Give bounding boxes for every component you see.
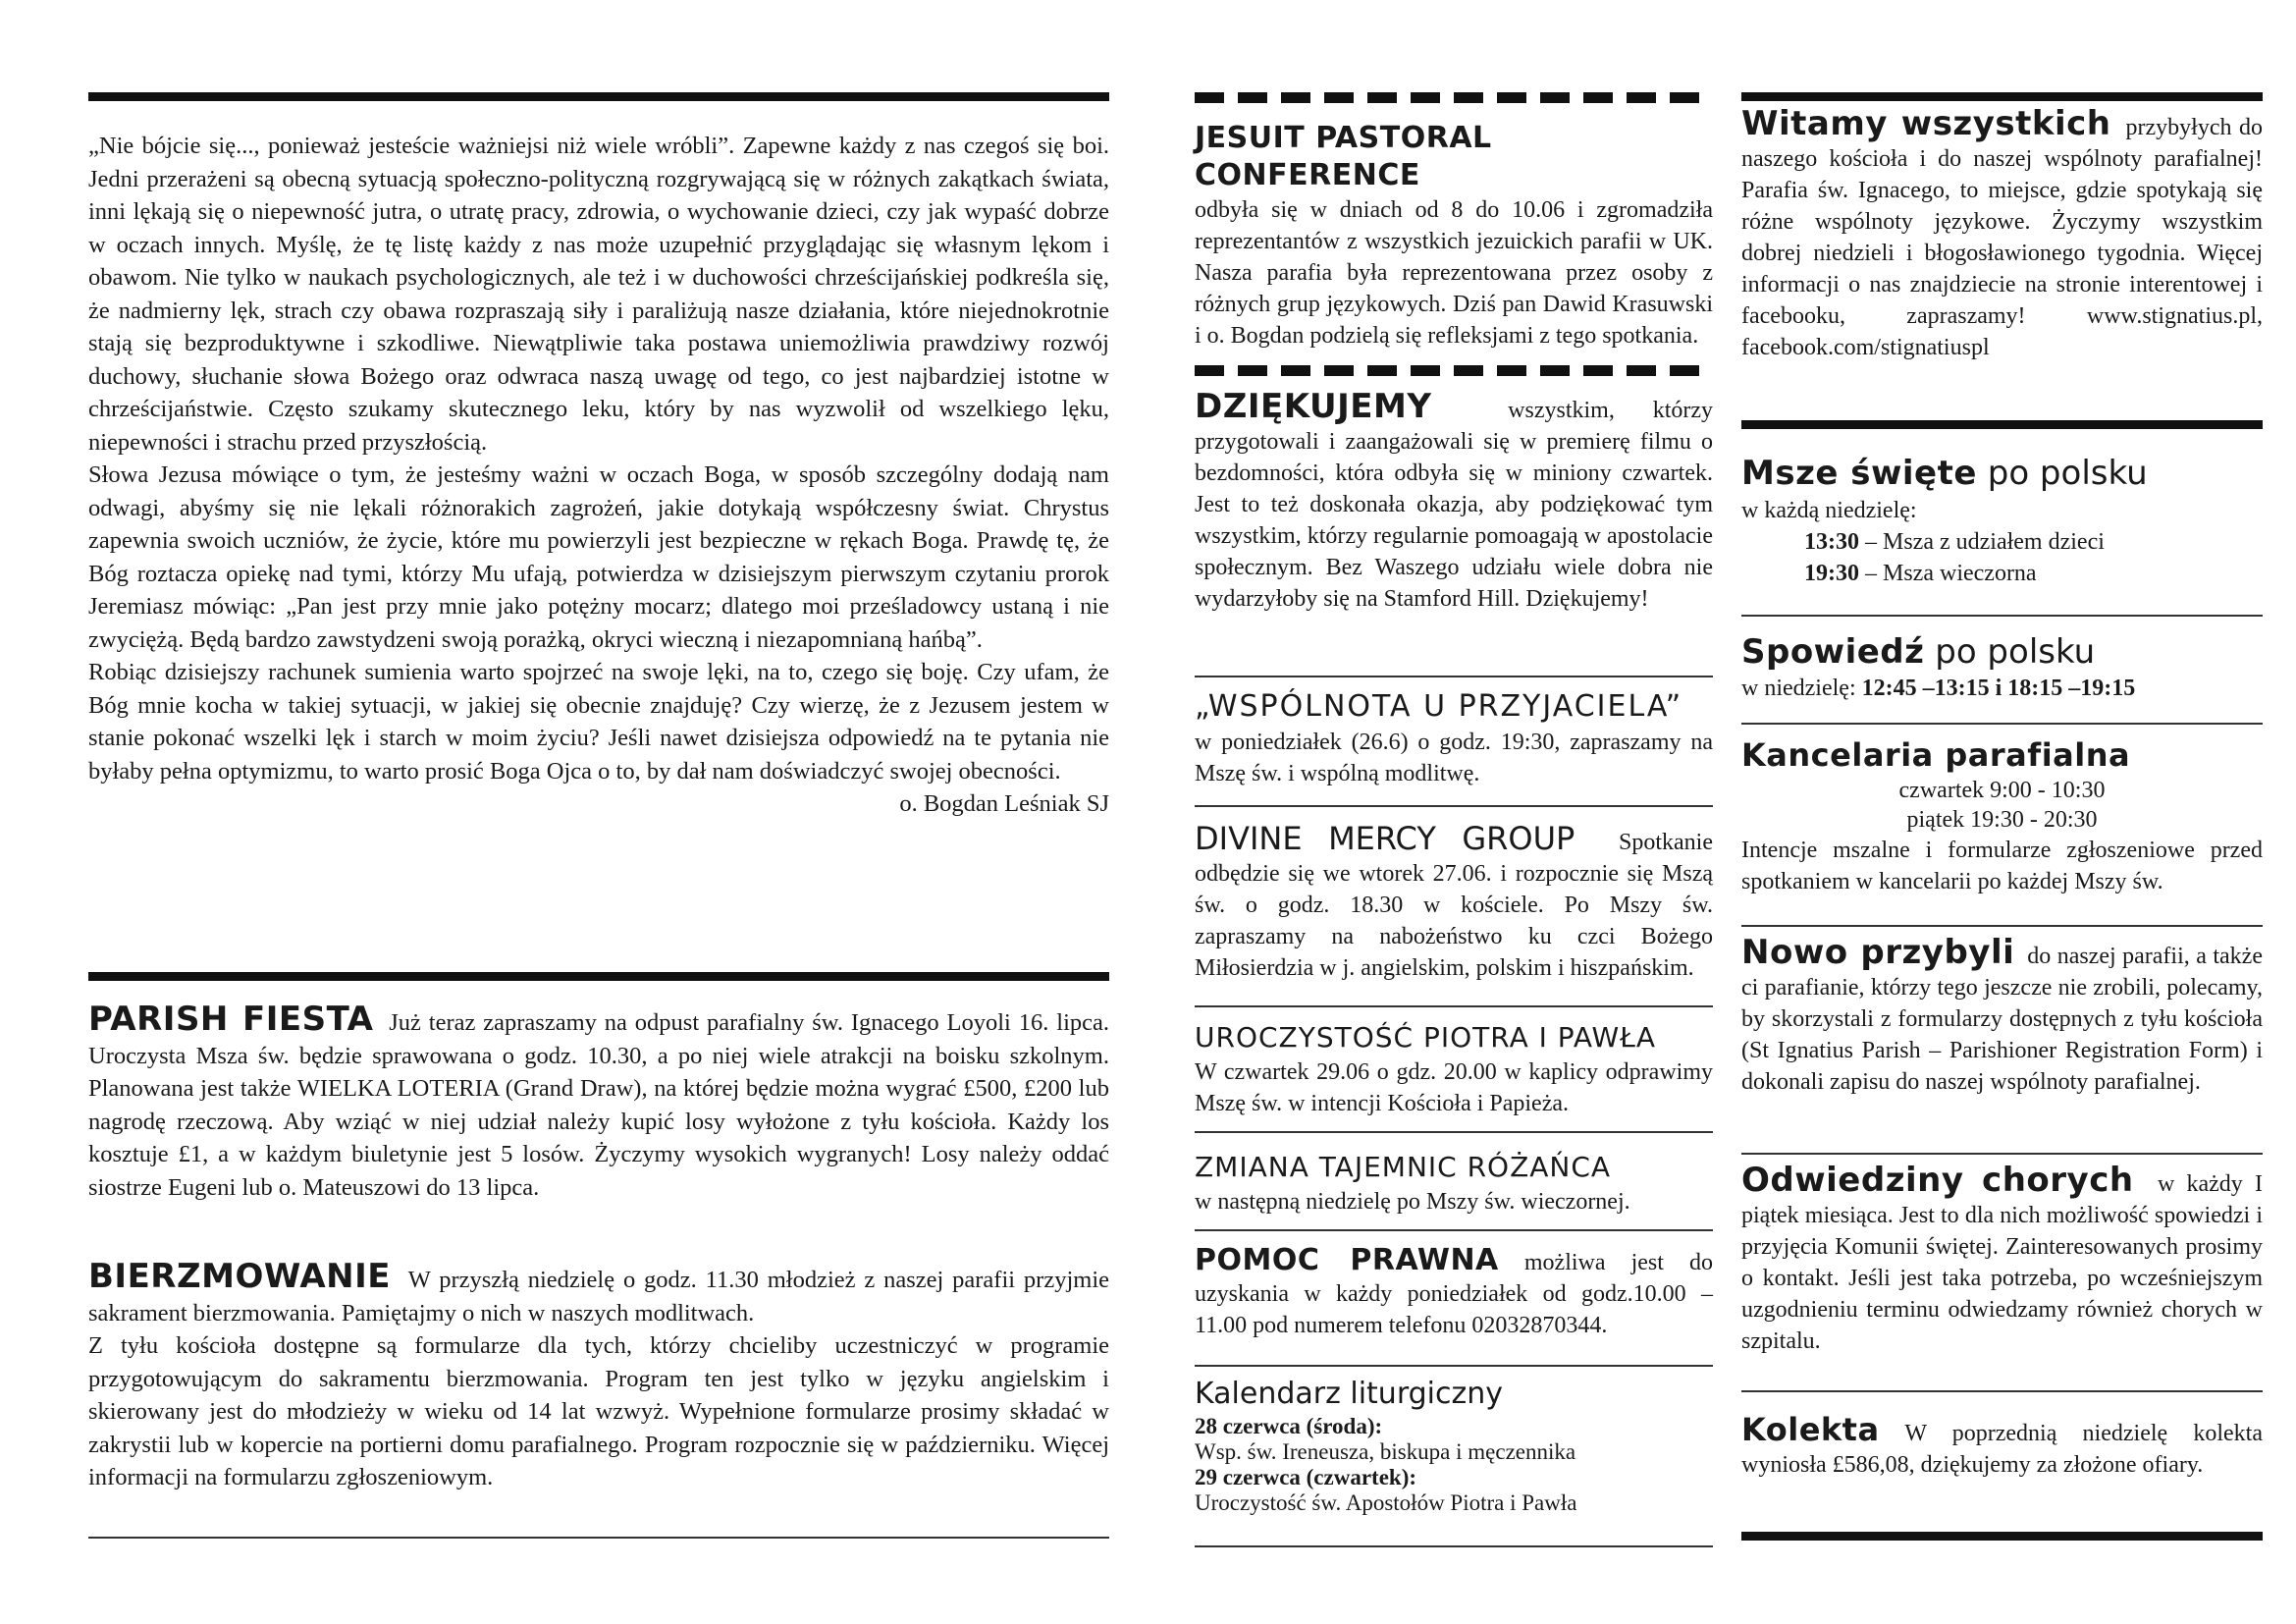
bierzmowanie-body-1: W przyszłą niedzielę o godz. 11.30 młodzież z naszej parafii przyjmie sakrament bierzmowania. Pamiętajmy o nich w naszych modlitwach.: [88, 1267, 1110, 1326]
column-middle: [1195, 0, 1713, 1624]
bierzmowanie-title: BIERZMOWANIE: [88, 1257, 391, 1296]
rule-3e: [1741, 1153, 2263, 1155]
rule-3-bottom: [1741, 1532, 2263, 1541]
column-right: [1741, 0, 2263, 1624]
witamy-body: przybyłych do naszego kościoła i do naszej wspólnoty parafialnej! Parafia św. Ignacego, to miejsce, gdzie spotykają się różne wspólnoty językowe. Życzymy wszystkim dobrej niedzieli i błogosławionego tygodnia. Więcej informacji o nas znajdziecie na stronie interentowej i facebooku, zapraszamy! www.stignatius.pl, facebook.com/stignatiuspl: [1741, 115, 2264, 360]
rule-top: [88, 92, 1109, 101]
wspolnota-section: [1195, 687, 1713, 789]
rule-2e: [1195, 1229, 1713, 1231]
witamy-title: Witamy wszystkich: [1741, 104, 2111, 143]
msze-intro: w każdą niedzielę:: [1741, 498, 1917, 523]
rule-3f: [1741, 1390, 2263, 1392]
rule-2b: [1195, 805, 1713, 807]
parish-fiesta-section: [88, 1000, 1110, 1204]
divine-mercy-title: DIVINE MERCY GROUP: [1195, 820, 1575, 857]
rule-3a: [1741, 420, 2263, 429]
parish-fiesta-body: Już teraz zapraszamy na odpust parafialny św. Ignacego Loyoli 16. lipca. Uroczysta Msza św. będzie sprawowana o godz. 10.30, a po niej wiele atrakcji na boisku szkolnym. Planowana jest także WIELKA LOTERIA (Grand Draw), na której będzie można wygrać £500, £200 lub nagrodę rzeczową. Aby wziąć w niej udział należy kupić losy wyłożone z tyłu kościoła. Każdy los kosztuje £1, a w każdym biuletynie jest 5 losów. Życzymy wysokich wygranych! Losy należy oddać siostrze Eugeni lub o. Mateuszowi do 13 lipca.: [88, 1009, 1110, 1201]
msze-title-rest: po polsku: [1976, 454, 2148, 493]
pomoc-prawna-section: [1195, 1245, 1713, 1341]
pomoc-prawna-title: POMOC PRAWNA: [1195, 1243, 1499, 1277]
kolekta-body: W poprzednią niedzielę kolekta wyniosła £586,08, dziękujemy za złożone ofiary.: [1741, 1421, 2263, 1478]
piotra-pawla-title: UROCZYSTOŚĆ PIOTRA I PAWŁA: [1195, 1021, 1657, 1054]
kancelaria-section: [1741, 734, 2263, 897]
divine-mercy-body: Spotkanie odbędzie się we wtorek 27.06. i rozpocznie się Mszą św. o godz. 18.30 w kościele. Po Mszy św. zapraszamy na nabożeństwo ku czci Bożego Miłosierdzia w j. angielskim, polskim i hiszpańskim.: [1195, 830, 1714, 981]
kancelaria-hours-2: piątek 19:30 - 20:30: [1906, 807, 2098, 833]
dashed-rule-mid: [1195, 365, 1713, 376]
spowiedz-section: [1741, 630, 2263, 703]
parish-fiesta-title: PARISH FIESTA: [88, 1000, 374, 1039]
kalendarz-title: Kalendarz liturgiczny: [1195, 1377, 1504, 1411]
kalendarz-desc-1: Wsp. św. Ireneusza, biskupa i męczennika: [1195, 1439, 1576, 1464]
article-paragraph-3: Robiąc dzisiejszy rachunek sumienia warto spojrzeć na swoje lęki, na to, czego się boję. Czy ufam, że Bóg mnie kocha w takiej sytuacji, w jakiej się obecnie znajduję? Czy wierzę, że z Jezusem jestem w stanie pokonać wszelki lęk i starch w moim życiu? Jeśli nawet dzisiejsza odpowiedź na te pytania nie byłaby pełna optymizmu, to warto prosić Boga Ojca o to, by dał nam doświadczyć swojej obecności.: [88, 659, 1109, 785]
rozanca-title: ZMIANA TAJEMNIC RÓŻAŃCA: [1195, 1151, 1612, 1183]
article-paragraph-1: „Nie bójcie się..., ponieważ jesteście ważniejsi niż wiele wróbli”. Zapewne każdy z nas czegoś się boi. Jedni przerażeni są obecną sytuacją społeczno-polityczną rozgrywającą się w różnych zakątkach świata, inni lękają się o niepewność jutra, o utratę pracy, zdrowia, o wychowanie dzieci, czy jak wypaść dobrze w oczach innych. Myślę, że tę listę każdy z nas może uzupełnić przyglądając się własnym lękom i obawom. Nie tylko w naukach psychologicznych, ale też i w duchowości chrześcijańskiej podkreśla się, że nadmierny lęk, strach czy obawa rozpraszają siły i paraliżują nasze działania, które niejednokrotnie stają się bezproduktywne i szkodliwe. Niewątpliwie taka postawa uniemożliwia prawdziwy rozwój duchowy, słuchanie słowa Bożego oraz odwraca naszą uwagę od tego, co jest najbardziej istotne w chrześcijaństwie. Często szukamy skutecznego leku, który by nas wyzwolił od wszelkiego lęku, niepewności i strachu przed przyszłością.: [88, 133, 1109, 456]
jesuit-conference-body: odbyła się w dniach od 8 do 10.06 i zgromadziła reprezentantów z wszystkich jezuickich parafii w UK. Nasza parafia była reprezentowana przez osoby z różnych grup językowych. Dziś pan Dawid Krasuwski i o. Bogdan podzielą się refleksjami z tego spotkania.: [1195, 197, 1713, 349]
kolekta-title: Kolekta: [1741, 1411, 1880, 1448]
kalendarz-section: [1195, 1375, 1713, 1516]
article-paragraph-2: Słowa Jezusa mówiące o tym, że jesteśmy ważni w oczach Boga, w sposób szczególny dodają nam odwagi, abyśmy się nie lękali różnorakich zagrożeń, jakie dotykają współczesny świat. Chrystus zapewnia swoich uczniów, że życie, które mu powierzyli jest bezpieczne w rękach Boga. Prawdę tę, że Bóg roztacza opiekę nad tymi, którzy Mu ufają, potwierdza w dzisiejszym pierwszym czytaniu prorok Jeremiasz mówiąc: „Pan jest przy mnie jako potężny mocarz; dlatego moi prześladowcy ustaną i nie zwyciężą. Będą bardzo zawstydzeni swoją porażką, okryci wieczną i niezapomnianą hańbą”.: [88, 461, 1109, 653]
column-left: [88, 0, 1109, 1624]
nowo-title: Nowo przybyli: [1741, 933, 2015, 972]
witamy-section: [1741, 104, 2264, 363]
kancelaria-title: Kancelaria parafialna: [1741, 736, 2131, 774]
rule-3d: [1741, 925, 2263, 927]
odwiedziny-title: Odwiedziny chorych: [1741, 1161, 2134, 1200]
msze-section: [1741, 452, 2263, 589]
jesuit-conference-title: JESUIT PASTORAL CONFERENCE: [1195, 121, 1492, 192]
main-article: [88, 130, 1109, 821]
dziekujemy-body: wszystkim, którzy przygotowali i zaangażowali się w premierę filmu o bezdomności, która odbyła się w miniony czwartek. Jest to też doskonała okazja, aby podziękować tym wszystkim, którzy regularnie pomoagają w apostolacie społecznym. Bez Waszego udziału wiele dobra nie wydarzyłoby się na Stamford Hill. Dziękujemy!: [1195, 398, 1714, 612]
pomoc-prawna-body: możliwa jest do uzyskania w każdy poniedziałek od godz.10.00 – 11.00 pod numerem telefonu 02032870344.: [1195, 1250, 1714, 1338]
msze-item-2: 19:30 – Msza wieczorna: [1804, 561, 2037, 586]
rule-2f: [1195, 1365, 1713, 1367]
bierzmowanie-section: [88, 1257, 1110, 1494]
msze-title-bold: Msze święte: [1741, 454, 1977, 493]
rule-3b: [1741, 615, 2263, 617]
kalendarz-desc-2: Uroczystość św. Apostołów Piotra i Pawła: [1195, 1490, 1577, 1515]
rozanca-section: [1195, 1149, 1713, 1218]
msze-item-1: 13:30 – Msza z udziałem dzieci: [1804, 529, 2105, 555]
kalendarz-date-2: 29 czerwca (czwartek):: [1195, 1465, 1417, 1489]
rule-mid: [88, 972, 1109, 981]
rule-2-bottom: [1195, 1545, 1713, 1547]
dziekujemy-title: DZIĘKUJEMY: [1195, 387, 1432, 426]
rule-2c: [1195, 1005, 1713, 1007]
dziekujemy-section: [1195, 387, 1714, 615]
rule-2a: [1195, 676, 1713, 677]
kancelaria-hours-1: czwartek 9:00 - 10:30: [1898, 778, 2106, 803]
nowo-body: do naszej parafii, a także ci parafianie, którzy tego jeszcze nie zrobili, polecamy, by skorzystali z formularzy dostępnych z tyłu kościoła (St Ignatius Parish – Parishioner Registration Form) i dokonali zapisu do naszej wspólnoty parafialnej.: [1741, 944, 2263, 1095]
odwiedziny-section: [1741, 1161, 2263, 1357]
kolekta-section: [1741, 1411, 2263, 1481]
rule-3c: [1741, 723, 2263, 725]
wspolnota-title: „WSPÓLNOTA U PRZYJACIELA”: [1195, 689, 1683, 724]
piotra-pawla-body: W czwartek 29.06 o gdz. 20.00 w kaplicy odprawimy Mszę św. w intencji Kościoła i Papieża.: [1195, 1059, 1713, 1116]
wspolnota-body: w poniedziałek (26.6) o godz. 19:30, zapraszamy na Mszę św. i wspólną modlitwę.: [1195, 730, 1713, 786]
spowiedz-title-rest: po polsku: [1924, 632, 2096, 672]
spowiedz-times: 12:45 –13:15 i 18:15 –19:15: [1861, 676, 2136, 701]
piotra-pawla-section: [1195, 1019, 1713, 1119]
divine-mercy-section: [1195, 820, 1714, 984]
kalendarz-date-1: 28 czerwca (środa):: [1195, 1414, 1383, 1438]
rule-2d: [1195, 1131, 1713, 1133]
rule-bottom: [88, 1537, 1109, 1539]
spowiedz-intro: w niedzielę:: [1741, 676, 1862, 701]
kancelaria-body: Intencje mszalne i formularze zgłoszeniowe przed spotkaniem w kancelarii po każdej Mszy św.: [1741, 838, 2263, 894]
odwiedziny-body: w każdy I piątek miesiąca. Jest to dla nich możliwość spowiedzi i przyjęcia Komunii świętej. Zainteresowanych prosimy o kontakt. Jeśli jest taka potrzeba, po wcześniejszym uzgodnieniu terminu odwiedzamy również chorych w szpitalu.: [1741, 1171, 2263, 1354]
jesuit-conference-section: [1195, 120, 1713, 352]
nowo-section: [1741, 933, 2263, 1098]
article-author: o. Bogdan Leśniak SJ: [899, 790, 1109, 817]
spowiedz-title-bold: Spowiedź: [1741, 632, 1925, 672]
rozanca-body: w następną niedzielę po Mszy św. wieczornej.: [1195, 1189, 1630, 1215]
dashed-rule-top: [1195, 92, 1713, 103]
rule-3-top: [1741, 92, 2263, 101]
bierzmowanie-body-2: Z tyłu kościoła dostępne są formularze dla tych, którzy chcieliby uczestniczyć w programie przygotowującym do sakramentu bierzmowania. Program ten jest tylko w języku angielskim i skierowany jest do młodzieży w wieku od 14 lat wzwyż. Wypełnione formularze prosimy składać w zakrystii lub w kopercie na portierni domu parafialnego. Program rozpocznie się w październiku. Więcej informacji na formularzu zgłoszeniowym.: [88, 1332, 1109, 1490]
